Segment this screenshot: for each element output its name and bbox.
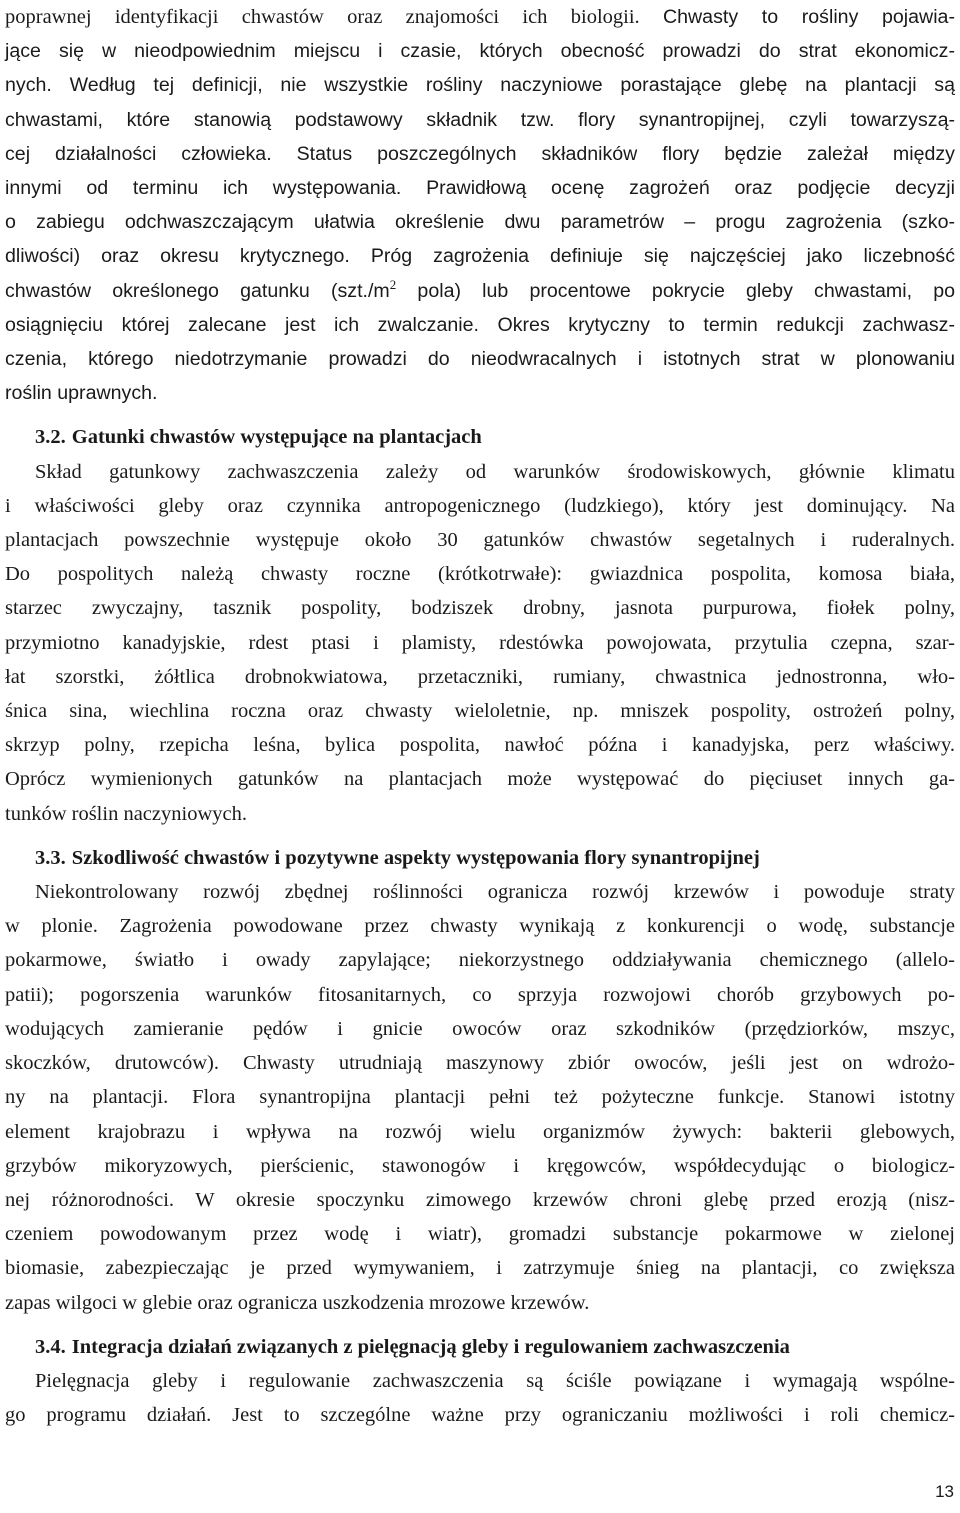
text-line xyxy=(5,205,955,239)
text-line: go programu działań. Jest to szczególne ważne przy ograniczaniu możliwości i roli chemicz- xyxy=(5,1404,955,1427)
text-line: ny na plantacji. Flora synantropijna plantacji pełni też pożyteczne funkcje. Stanowi istotny xyxy=(5,1086,955,1109)
text-line: Do pospolitych należą chwasty roczne (krótkotrwałe): gwiazdnica pospolita, komosa biała, xyxy=(5,563,955,586)
text-line: śnica sina, wiechlina roczna oraz chwasty wieloletnie, np. mniszek pospolity, ostrożeń polny, xyxy=(5,700,955,723)
text-line xyxy=(5,103,955,137)
document-page xyxy=(5,0,955,1432)
text-run: innymi od terminu ich występowania. xyxy=(5,177,427,200)
text-line: skrzyp polny, rzepicha leśna, bylica pospolita, nawłoć późna i kanadyjska, perz właściwy. xyxy=(5,734,955,757)
text-line: element krajobrazu i wpływa na rozwój wielu organizmów żywych: bakterii glebowych, xyxy=(5,1120,955,1143)
text-line: Skład gatunkowy zachwaszczenia zależy od warunków środowiskowych, głównie klimatu xyxy=(35,460,955,483)
text-line: w plonie. Zagrożenia powodowane przez chwasty wynikają z konkurencji o wodę, substancje xyxy=(5,915,955,938)
section-3-4 xyxy=(5,1330,955,1433)
text-line: łat szorstki, żółtlica drobnokwiatowa, przetaczniki, rumiany, chwastnica jednostronna, wło- xyxy=(5,665,955,688)
text-line xyxy=(5,239,955,273)
text-line: zapas wilgoci w glebie oraz ogranicza uszkodzenia mrozowe krzewów. xyxy=(5,1291,590,1314)
text-run: chwastami, które stanowią podstawowy składnik tzw. xyxy=(5,108,579,131)
text-run: chwastów określonego gatunku (szt./m xyxy=(5,279,390,302)
text-line: biomasie, zabezpieczając je przed wymywaniem, i zatrzymuje śnieg na plantacji, co zwiększa xyxy=(5,1257,955,1280)
text-run: pola) lub procentowe pokrycie gleby chwastami, po xyxy=(396,279,955,302)
superscript: 2 xyxy=(389,276,397,292)
text-run: o zabiegu odchwaszczającym ułatwia określenie dwu parametrów – progu zagrożenia (szko- xyxy=(5,211,955,234)
text-run: cej działalności człowieka. xyxy=(5,142,297,165)
text-line xyxy=(5,274,955,308)
text-line: Niekontrolowany rozwój zbędnej roślinności ogranicza rozwój krzewów i powoduje straty xyxy=(35,881,955,904)
text-run: czenia, którego niedotrzymanie prowadzi do nieodwracalnych i istotnych strat w plonowaniu xyxy=(5,348,955,371)
text-run: Okres krytyczny to termin redukcji zachwasz- xyxy=(497,313,955,336)
text-line: starzec zwyczajny, tasznik pospolity, bodziszek drobny, jasnota purpurowa, fiołek polny, xyxy=(5,597,955,620)
text-line: czeniem powodowanym przez wodę i wiatr), gromadzi substancje pokarmowe w zielonej xyxy=(5,1223,955,1246)
text-line: pokarmowe, światło i owady zapylające; niekorzystnego oddziaływania chemicznego (allelo- xyxy=(5,949,955,972)
text-line: i właściwości gleby oraz czynnika antropogenicznego (ludzkiego), który jest dominujący. Na xyxy=(5,494,955,517)
section-number: 3.2. xyxy=(35,426,66,449)
text-line xyxy=(5,34,955,68)
text-run: osiągnięciu której zalecane jest ich zwalczanie. xyxy=(5,313,498,336)
text-run: Prawidłową ocenę zagrożeń oraz podjęcie decyzji xyxy=(426,177,955,200)
section-title: Gatunki chwastów występujące na plantacjach xyxy=(71,426,482,449)
text-line: grzybów mikoryzowych, pierścienic, stawonogów i kręgowców, współdecydując o biologicz- xyxy=(5,1154,955,1177)
text-line: skoczków, drutowców). Chwasty utrudniają maszynowy zbiór owoców, jeśli jest on wdrożo- xyxy=(5,1052,955,1075)
text-line: patii); pogorszenia warunków fitosanitarnych, co sprzyja rozwojowi chorób grzybowych po- xyxy=(5,983,955,1006)
text-run: jące się w nieodpowiednim miejscu i czasie, których obecność prowadzi do strat ekonomicz- xyxy=(5,40,955,63)
text-line: Pielęgnacja gleby i regulowanie zachwaszczenia są ściśle powiązane i wymagają wspólne- xyxy=(35,1369,955,1392)
section-title: Szkodliwość chwastów i pozytywne aspekty występowania flory synantropijnej xyxy=(71,846,760,869)
intro-paragraph xyxy=(5,0,955,410)
text-line xyxy=(5,137,955,171)
text-line: nej różnorodności. W okresie spoczynku zimowego krzewów chroni glebę przed erozją (nisz- xyxy=(5,1188,955,1211)
text-run: dliwości) oraz okresu krytycznego. xyxy=(5,245,371,268)
text-run: Status poszczególnych składników flory będzie zależał między xyxy=(296,142,955,165)
text-line: plantacjach powszechnie występuje około 30 gatunków chwastów segetalnych i ruderalnych. xyxy=(5,529,955,552)
text-line xyxy=(5,0,955,34)
text-run: roślin uprawnych. xyxy=(5,382,158,405)
section-heading xyxy=(5,1330,955,1364)
text-run: Chwasty to rośliny pojawia- xyxy=(662,6,955,28)
text-line xyxy=(5,68,955,102)
text-run: nych. Według tej definicji, nie wszystkie rośliny naczyniowe porastające glebę na plantacji są xyxy=(5,74,955,97)
text-line: przymiotno kanadyjskie, rdest ptasi i plamisty, rdestówka powojowata, przytulia czepna, szar- xyxy=(5,631,955,654)
section-3-2 xyxy=(5,420,955,830)
section-3-3 xyxy=(5,841,955,1320)
text-line: tunków roślin naczyniowych. xyxy=(5,802,247,825)
section-title: Integracja działań związanych z pielęgnacją gleby i regulowaniem zachwaszczenia xyxy=(71,1335,790,1358)
text-line xyxy=(5,342,955,376)
text-line xyxy=(5,376,955,410)
text-line xyxy=(5,171,955,205)
section-heading xyxy=(5,841,955,875)
text-line: Oprócz wymienionych gatunków na plantacjach może występować do pięciuset innych ga- xyxy=(5,768,955,791)
section-number: 3.3. xyxy=(35,846,66,869)
text-run: flory synantropijnej, czyli towarzyszą- xyxy=(578,108,955,131)
text-run: Próg zagrożenia definiuje się najczęściej jako liczebność xyxy=(370,245,956,268)
section-heading xyxy=(5,420,955,454)
section-number: 3.4. xyxy=(35,1335,66,1358)
text-run: poprawnej identyfikacji chwastów oraz znajomości ich biologii. xyxy=(5,6,663,28)
text-line xyxy=(5,308,955,342)
page-number: 13 xyxy=(935,1482,954,1501)
text-line: wodujących zamieranie pędów i gnicie owoców oraz szkodników (przędziorków, mszyc, xyxy=(5,1017,955,1040)
